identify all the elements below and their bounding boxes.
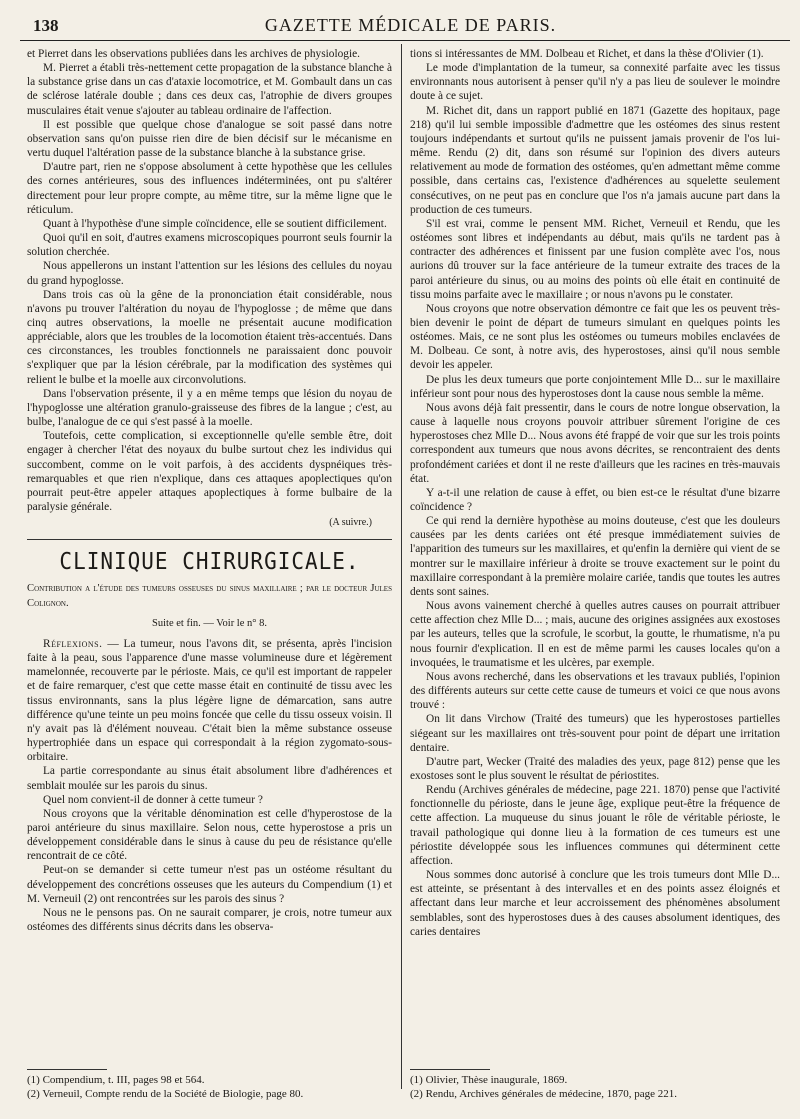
paragraph: Il est possible que quelque chose d'analogue se soit passé dans notre observation sans qu'on puisse rien dire de bien décisif sur le mécanisme en vertu duquel l'altération passe de la substance blanche à la substance grise. (27, 118, 392, 160)
paragraph: Peut-on se demander si cette tumeur n'est pas un ostéome résultant du développement des concrétions osseuses que les auteurs du Compendium (1) et M. Verneuil (2) ont rencontrées sur les parois des sinus ? (27, 864, 392, 905)
footnote: (2) Verneuil, Compte rendu de la Société de Biologie, page 80. (27, 1088, 304, 1100)
paragraph: Nous sommes donc autorisé à conclure que les trois tumeurs dont Mlle D... est atteinte, se présentant à des intervalles et en des points assez éloignés et affectant dans leur marche et leur accroissement des phénomènes absolument semblables, sont des hyperostoses dues à des causes absolument identiques, des caries dentaires (410, 869, 780, 938)
article-heading (27, 582, 392, 610)
paragraph: D'autre part, rien ne s'oppose absolument à cette hypothèse que les cellules des cornes antérieures, sous des influences indéterminées, ont pu s'altérer directement pour leur propre compte, au même titre, sur la même ligne que le réticulum. (27, 161, 392, 216)
paragraph: Ce qui rend la dernière hypothèse au moins douteuse, c'est que les douleurs causées par les dents cariées ont été presque immédiatement suivies de l'apparition des tumeurs sur les maxillaires, et qu'enfin la dernière qui vient de se montrer sur le maxillaire inférieur à droite se trouve exactement sur le point du maxillaire correspondant à la première molaire cariée, tandis que toutes les autres dents sont saines. (410, 515, 780, 598)
paragraph: On lit dans Virchow (Traité des tumeurs) que les hyperostoses partielles siégeant sur les maxillaires ont très-souvent pour point de départ une irritation dentaire. (410, 713, 780, 754)
paragraph: Nous appellerons un instant l'attention sur les lésions des cellules du noyau du grand hypoglosse. (27, 260, 392, 287)
paragraph: Nous avons recherché, dans les observations et les travaux publiés, l'opinion des différents auteurs sur cette cette cause de tumeurs et voici ce que nous avons trouvé : (410, 670, 780, 712)
footnotes-left (27, 1073, 392, 1101)
right-column (410, 47, 780, 939)
paragraph: La partie correspondante au sinus était absolument libre d'adhérences et semblait moulée sur les parois du sinus. (27, 765, 392, 792)
paragraph: Toutefois, cette complication, si exceptionnelle qu'elle semble être, doit engager à chercher l'état des noyaux du bulbe surtout chez les individus qui succombent, comme on le voit parfois, à des accidents dyspnéiques très-remarquables et que rien n'explique, dans ces attaques apoplectiques qu'on pourrait peut-être appeler attaques apoplectiques à forme bulbaire de la paralysie générale. (27, 430, 392, 513)
paragraph: S'il est vrai, comme le pensent MM. Richet, Verneuil et Rendu, que les ostéomes sont libres et indépendants au début, mais qu'ils ne tardent pas à contracter des adhérences et finissent par une fusion complète avec l'os, nous aurions dû trouver sur la face antérieure de la tumeur extraite des traces de la paroi antérieure du sinus, ou au moins des points où elle était en continuité de tissu moins parfaite avec le maxillaire ; or nous n'avons pu le constater. (410, 217, 780, 301)
paragraph: Rendu (Archives générales de médecine, page 221. 1870) pense que l'activité fonctionnelle du périoste, dans le jeune âge, explique peut-être la fréquence de cette affection. La muqueuse du sinus jouant le rôle de véritable périoste, le travail pathologique qui donne lieu à la formation de ces tumeurs est une périostite développée sous les influences communes qui déterminent cette affection. (410, 784, 780, 867)
paragraph: tions si intéressantes de MM. Dolbeau et Richet, et dans la thèse d'Olivier (1). (410, 48, 764, 60)
paragraph (27, 637, 392, 764)
paragraph: et Pierret dans les observations publiées dans les archives de physiologie. (27, 48, 360, 60)
footnote-rule-right (410, 1069, 490, 1070)
paragraph: Quoi qu'il en soit, d'autres examens microscopiques pourront seuls fournir la solution cherchée. (27, 232, 392, 259)
footnote-rule-left (27, 1069, 107, 1070)
journal-title: GAZETTE MÉDICALE DE PARIS. (264, 15, 557, 35)
column-divider (401, 44, 402, 1089)
paragraph: Nous avons déjà fait pressentir, dans le cours de notre longue observation, la cause à laquelle nous croyons pouvoir attribuer sûrement l'origine de ces hyperostoses chez Mlle D... Nous avons été frappé de voir que sur les trois points correspondent aux tumeurs que nous avons décrites, se rencontraient des dents profondément cariées et dont il ne reste d'ailleurs que les racines en très-mauvais état. (410, 401, 780, 485)
header-rule (20, 40, 790, 41)
paragraph: Nous avons vainement cherché à quelles autres causes on pourrait attribuer cette affection chez Mlle D... ; mais, aucune des origines assignées aux exostoses par les auteurs, telles que la scrofule, le scorbut, la goutte, le rhumatisme, n'a pu nous fournir d'explication. Il en est de même parmi les causes locales qu'on a invoquées, le traumatisme et les ulcères, par exemple. (410, 600, 780, 669)
reflexions-label: Réflexions. (43, 637, 103, 650)
paragraph-text: — La tumeur, nous l'avons dit, se présenta, après l'incision faite à la peau, sous l'apparence d'une masse volumineuse dure et légèrement mamelonnée, recouverte par le périoste. Mais, ce qu'il est important de rappeler et de faire remarquer, c'est que cette masse était en continuité de tissu avec les tissus environnants, sans la plus légère ligne de démarcation, sans autre différence qu'une teinte un peu moins foncée que celle du tissu osseux voisin. Il n'y avait pas là d'élément nouveau. C'était bien la même substance osseuse hypertrophiée dans un espace qui correspondait à la région zygomato-sous-orbitaire. (27, 637, 392, 764)
paragraph: Y a-t-il une relation de cause à effet, ou bien est-ce le résultat d'une bizarre coïncidence ? (410, 486, 780, 513)
section-title: CLINIQUE CHIRURGICALE. (59, 547, 360, 575)
section-rule (27, 539, 392, 540)
continuation-note: Suite et fin. — Voir le n° 8. (152, 617, 267, 629)
paragraph: Le mode d'implantation de la tumeur, sa connexité parfaite avec les tissus environnants nous autorisent à penser qu'il n'y a pas lieu de soulever le moindre doute à ce sujet. (410, 62, 780, 103)
paragraph: Nous croyons que la véritable dénomination est celle d'hyperostose de la paroi antérieure du sinus maxillaire. Selon nous, cette hyperostose a pris un développement considérable dans le sinus à cause du peu de résistance qu'elle rencontrait de ce côté. (27, 807, 392, 863)
paragraph: Dans l'observation présente, il y a en même temps que lésion du noyau de l'hypoglosse une altération granulo-graisseuse des fibres de la langue ; c'est, au bulbe, l'analogue de ce qui s'est passé à la moelle. (27, 387, 392, 429)
page-number: 138 (33, 16, 59, 35)
footnote: (1) Olivier, Thèse inaugurale, 1869. (410, 1074, 568, 1086)
paragraph: Dans trois cas où la gêne de la prononciation était considérable, nous n'avons pu trouver l'altération du noyau de l'hypoglosse ; de même que dans cinq autres observations, la moelle ne présentait aucune modification appréciable, alors que les troubles de la locomotion étaient très-accentués. Dans ces circonstances, les troubles fonctionnels ne paraissaient donc pouvoir s'expliquer que par la lésion cérébrale, par la modification des systèmes qui relient le bulbe et la moelle aux circonvolutions. (27, 288, 392, 386)
paragraph: M. Pierret a établi très-nettement cette propagation de la substance blanche à la substance grise dans un cas d'ataxie locomotrice, et M. Gombault dans un cas de sclérose latérale double ; dans ces deux cas, l'atrophie de divers groupes musculaires était venue s'ajouter au tableau ordinaire de l'affection. (27, 62, 392, 117)
footnote: (1) Compendium, t. III, pages 98 et 564. (27, 1074, 205, 1086)
left-column (27, 47, 392, 934)
paragraph: De plus les deux tumeurs que porte conjointement Mlle D... sur le maxillaire inférieur sont pour nous des hyperostoses dont la cause nous semble la même. (410, 373, 780, 400)
footnotes-right (410, 1073, 780, 1101)
paragraph: Quel nom convient-il de donner à cette tumeur ? (43, 793, 263, 806)
paragraph: Quant à l'hypothèse d'une simple coïncidence, elle se soutient difficilement. (43, 217, 387, 230)
paragraph: D'autre part, Wecker (Traité des maladies des yeux, page 812) pense que les exostoses sont le plus souvent le résultat de périostites. (410, 755, 780, 782)
article-author: par le docteur Jules Colignon. (27, 583, 392, 609)
paragraph: M. Richet dit, dans un rapport publié en 1871 (Gazette des hopitaux, page 218) qu'il lui semble impossible d'admettre que les ostéomes des sinus restent toujours indépendants et surtout qu'ils ne puissent jamais provenir de l'os lui-même. Rendu (2) dit, dans son résumé sur l'opinion des divers auteurs relativement au mode de formation des ostéomes, qu'en admettant même comme possible, dans certains cas, l'existence d'adhérences au squelette seulement consécutives, on ne peut pas en conclure que l'os n'a jamais aucune part dans la production de ces tumeurs. (410, 104, 780, 216)
to-be-continued: (A suivre.) (329, 517, 372, 529)
paragraph: Nous croyons que notre observation démontre ce fait que les os peuvent très-bien devenir le point de départ de tumeurs simulant en quelques points les ostéomes. Mais, ce ne sont plus les ostéomes ou tumeurs mobiles enclavées de M. Dolbeau. Ce sont, à notre avis, des hyperostoses, ainsi qu'il nous semble devoir les appeler. (410, 302, 780, 372)
footnote: (2) Rendu, Archives générales de médecine, 1870, page 221. (410, 1088, 677, 1100)
running-header (33, 14, 788, 38)
article-title: Contribution a l'étude des tumeurs osseuses du sinus maxillaire ; (27, 583, 303, 595)
paragraph: Nous ne le pensons pas. On ne saurait comparer, je crois, notre tumeur aux ostéomes des différents sinus décrits dans les observa- (27, 906, 392, 934)
